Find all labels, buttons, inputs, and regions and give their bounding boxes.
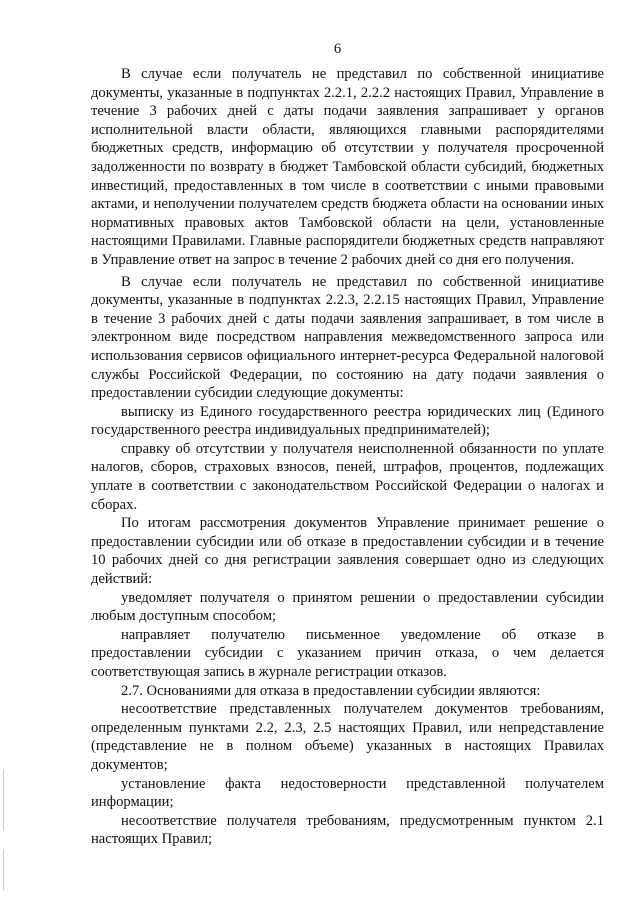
paragraph-decision: По итогам рассмотрения документов Управление принимает решение о предоставлении субсидии или об отказе в предоставлении субсидии и в течение 10 рабочих дней со дня регистрации заявления совершает одно из следующих действий:: [91, 515, 604, 588]
paragraph-notify-approval: уведомляет получателя о принятом решении о предоставлении субсидии любым доступным способом;: [91, 589, 604, 625]
paragraph-notify-refusal: направляет получателю письменное уведомление об отказе в предоставлении субсидии с указанием причин отказа, о чем делается соответствующая запись в журнале регистрации отказов.: [91, 626, 604, 680]
page-number: 6: [333, 41, 342, 57]
paragraph-ground-requirements: несоответствие получателя требованиям, предусмотренным пунктом 2.1 настоящих Правил;: [91, 812, 604, 848]
paragraph-refusal-grounds-heading: 2.7. Основаниями для отказа в предоставлении субсидии являются:: [121, 682, 541, 699]
scan-edge-mark: [3, 850, 4, 890]
paragraph-request-budget-info: В случае если получатель не представил по собственной инициативе документы, указанные в подпунктах 2.2.1, 2.2.2 настоящих Правил, Управление в течение 3 рабочих дней с даты подачи заявления запрашивает у органов исполнительной власти области, являющихся главными распорядителями бюджетных средств, информацию об отсутствии у получателя просроченной задолженности по возврату в бюджет Тамбовской области субсидий, бюджетных инвестиций, предоставленных в том числе в соответствии с иными правовыми актами, и неполучении получателем средств бюджета области на основании иных нормативных правовых актов Тамбовской области на цели, установленные настоящими Правилами. Главные распорядители бюджетных средств направляют в Управление ответ на запрос в течение 2 рабочих дней со дня его получения.: [91, 66, 604, 268]
paragraph-registry-extract: выписку из Единого государственного реестра юридических лиц (Единого государственного реестра индивидуальных предпринимателей);: [91, 403, 604, 439]
paragraph-ground-false-info: установление факта недостоверности представленной получателем информации;: [91, 775, 604, 811]
scan-edge-mark: [3, 770, 4, 830]
paragraph-request-tax-docs: В случае если получатель не представил по собственной инициативе документы, указанные в подпунктах 2.2.3, 2.2.15 настоящих Правил, Управление в течение 3 рабочих дней с даты подачи заявления запрашивает, в том числе в электронном виде посредством направления межведомственного запроса или использования сервисов официального интернет-ресурса Федеральной налоговой службы Российской Федерации, по состоянию на дату подачи заявления о предоставлении субсидии следующие документы:: [91, 273, 604, 402]
paragraph-tax-certificate: справку об отсутствии у получателя неисполненной обязанности по уплате налогов, сборов, страховых взносов, пеней, штрафов, процентов, подлежащих уплате в соответствии с законодательством Российской Федерации о налогах и сборах.: [91, 440, 604, 513]
paragraph-ground-documents: несоответствие представленных получателем документов требованиям, определенным пунктами 2.2, 2.3, 2.5 настоящих Правил, или непредставление (представление не в полном объеме) указанных в настоящих Правилах документов;: [91, 701, 604, 773]
